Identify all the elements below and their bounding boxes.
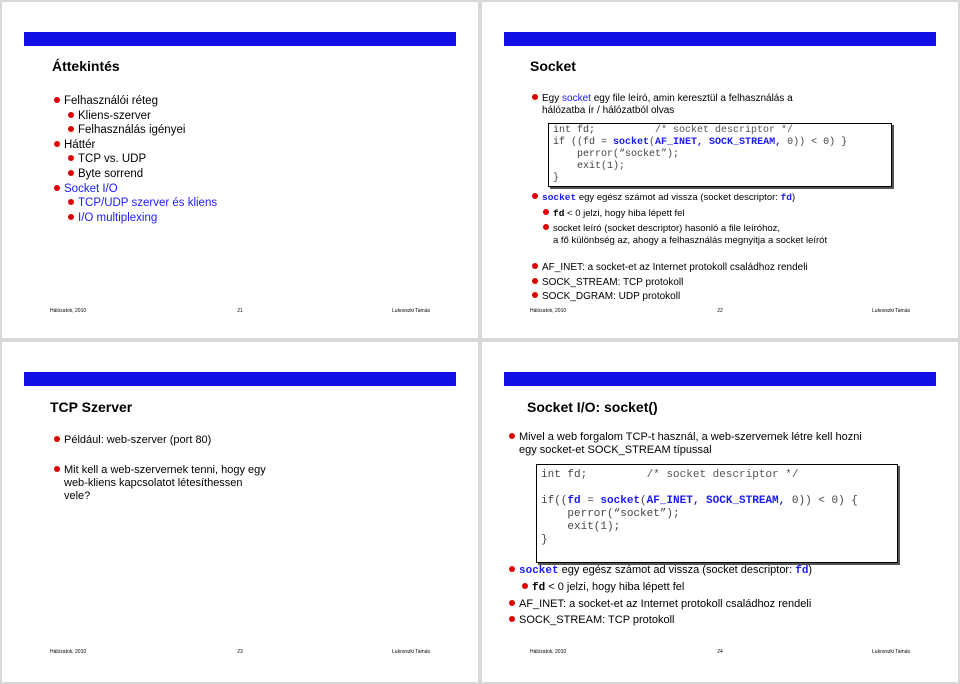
bullet-icon [509,616,515,622]
code-comment: /* socket descriptor */ [655,125,794,136]
outline-item [54,109,217,124]
slide-24 [482,342,958,682]
code-line: int fd; [553,125,596,136]
protocol-list [532,261,808,305]
header-bar [504,372,936,386]
footer-page-number: 23 [237,649,243,655]
outline-item-text: Felhasználás igényei [78,124,186,137]
outline-item [54,196,217,211]
header-bar [504,32,936,46]
bullet-icon [68,199,74,205]
outline-item [54,94,217,109]
footer-page-number: 22 [717,308,723,314]
outline-item-text: Kliens-szerver [78,109,151,122]
bullet-text: AF_INET: a socket-et az Internet protokoll családhoz rendeli [519,598,812,610]
return-bullets [509,562,812,628]
return-close: ) [791,192,796,203]
protocol-item-text: AF_INET: a socket-et az Internet protokoll családhoz rendeli [542,262,808,273]
code-line: perror(“socket”); [541,508,680,520]
header-bar [24,372,456,386]
footer-page-number: 24 [717,649,723,655]
code-line: if(( [541,495,568,507]
footer-page-number: 21 [237,308,243,314]
outline-item [54,138,217,153]
sub-fd: fd [532,582,546,594]
footer-author: Lukovszki Tamás [392,649,430,655]
protocol-item-text: SOCK_STREAM: TCP protokoll [542,276,684,288]
outline-item [54,182,217,197]
code-line: int fd; [541,469,588,481]
intro-text: Egy [542,93,563,104]
outline-item [54,152,217,167]
bullet-icon [68,112,74,118]
bullet-text-line3: vele? [64,490,91,502]
return-close: ) [808,564,813,576]
bullet-icon [68,155,74,161]
bullet-icon [509,566,515,572]
return-fd: fd [795,565,809,577]
return-text: egy egész számot ad vissza (socket descriptor: [558,564,796,576]
footer-author: Lukovszki Tamás [872,308,910,314]
code-block [536,464,898,563]
protocol-item-text: SOCK_DGRAM: UDP protokoll [542,291,681,302]
protocol-item [532,290,808,305]
sub-text: < 0 jelzi, hogy hiba lépett fel [545,581,685,593]
slide-23 [2,342,478,682]
outline-item [54,167,217,182]
outline-list [54,94,217,225]
code-op: = [580,495,601,507]
bullet-text: SOCK_STREAM: TCP protokoll [519,614,675,626]
outline-item-text: I/O multiplexing [78,211,158,224]
bullet-icon [522,583,528,589]
outline-item [54,211,217,226]
code-line: perror(“socket”); [553,149,680,160]
bullet-icon [532,193,538,199]
return-keyword: socket [519,565,559,577]
outline-item-text: Byte sorrend [78,167,144,180]
protocol-item [532,261,808,276]
bullet-text: Például: web-szerver (port 80) [64,434,212,446]
return-text: egy egész számot ad vissza (socket descriptor: [576,192,781,203]
code-keyword: socket [600,495,641,507]
intro-text: Mivel a web forgalom TCP-t használ, a web-szervernek létre kell hozni [519,431,862,443]
outline-item-text: Háttér [64,138,96,151]
outline-item [54,123,217,138]
bullet-icon [532,263,538,269]
slide-21 [2,2,478,338]
code-line: exit(1); [553,161,626,172]
footer-course: Hálózatok, 2010 [530,649,567,655]
code-paren: ( [649,137,656,148]
bullet-text: Mit kell a web-szervernek tenni, hogy egy [64,464,266,476]
bullet-icon [532,292,538,298]
sub-fd: fd [553,207,565,219]
bullet-icon [509,433,515,439]
code-line: } [541,534,548,546]
code-comment: /* socket descriptor */ [646,469,799,481]
footer-author: Lukovszki Tamás [392,308,430,314]
intro-text-line2: egy socket-et SOCK_STREAM típussal [519,444,712,456]
code-keyword: socket [613,137,650,148]
sub-text: < 0 jelzi, hogy hiba lépett fel [564,207,685,219]
intro-text-cont: egy file leíró, amin keresztül a felhasználás a [590,93,793,104]
return-fd: fd [780,192,792,203]
sub-text: socket leíró (socket descriptor) hasonló a file leíróhoz, [553,223,781,234]
footer-author: Lukovszki Tamás [872,649,910,655]
slide-22 [482,2,958,338]
code-line: 0)) < 0) } [781,137,848,148]
slide-footer [530,308,910,316]
bullet-icon [532,94,538,100]
footer-course: Hálózatok, 2010 [50,308,87,314]
code-line: } [553,173,560,184]
bullet-icon [54,466,60,472]
intro-line2: hálózatba ír / hálózatból olvas [542,105,675,116]
bullet-text-line2: web-kliens kapcsolatot létesíthessen [64,477,243,489]
bullet-icon [543,224,549,230]
bullet-icon [543,209,549,215]
outline-item-text: Socket I/O [64,182,118,195]
outline-item-text: TCP/UDP szerver és kliens [78,197,218,210]
bullet-icon [532,278,538,284]
bullet-icon [54,97,60,103]
code-keyword: fd [567,495,581,507]
footer-course: Hálózatok, 2010 [530,308,567,314]
intro-bullet [509,431,862,457]
code-keyword: AF_INET, SOCK_STREAM, [655,137,782,148]
header-bar [24,32,456,46]
outline-item-text: Felhasználói réteg [64,95,158,107]
footer-course: Hálózatok, 2010 [50,649,87,655]
protocol-item [532,276,808,291]
bullet-icon [509,600,515,606]
slide-title: Áttekintés [52,58,120,74]
intro-bullet [532,93,793,117]
bullet-icon [54,185,60,191]
slide-title: Socket [530,58,576,74]
bullet-icon [68,214,74,220]
code-line: exit(1); [541,521,621,533]
code-keyword: AF_INET, SOCK_STREAM, [646,495,786,507]
code-block [548,123,892,187]
bullet-icon [54,141,60,147]
bullet-icon [54,436,60,442]
slide-title: Socket I/O: socket() [527,399,658,415]
server-bullets [54,434,266,503]
slide-footer [50,308,430,316]
bullet-icon [68,126,74,132]
slide-title: TCP Szerver [50,399,133,415]
return-bullets [532,192,827,246]
outline-item-text: TCP vs. UDP [78,153,147,166]
intro-keyword: socket [562,93,591,104]
bullet-icon [68,170,74,176]
slide-footer [530,649,910,657]
return-keyword: socket [542,192,577,203]
code-line: if ((fd = [553,137,614,148]
code-line: 0)) < 0) { [785,495,858,507]
code-paren: ( [640,495,647,507]
sub-text-line2: a fő különbség az, ahogy a felhasználás megnyitja a socket leírót [553,234,828,246]
slide-footer [50,649,430,657]
